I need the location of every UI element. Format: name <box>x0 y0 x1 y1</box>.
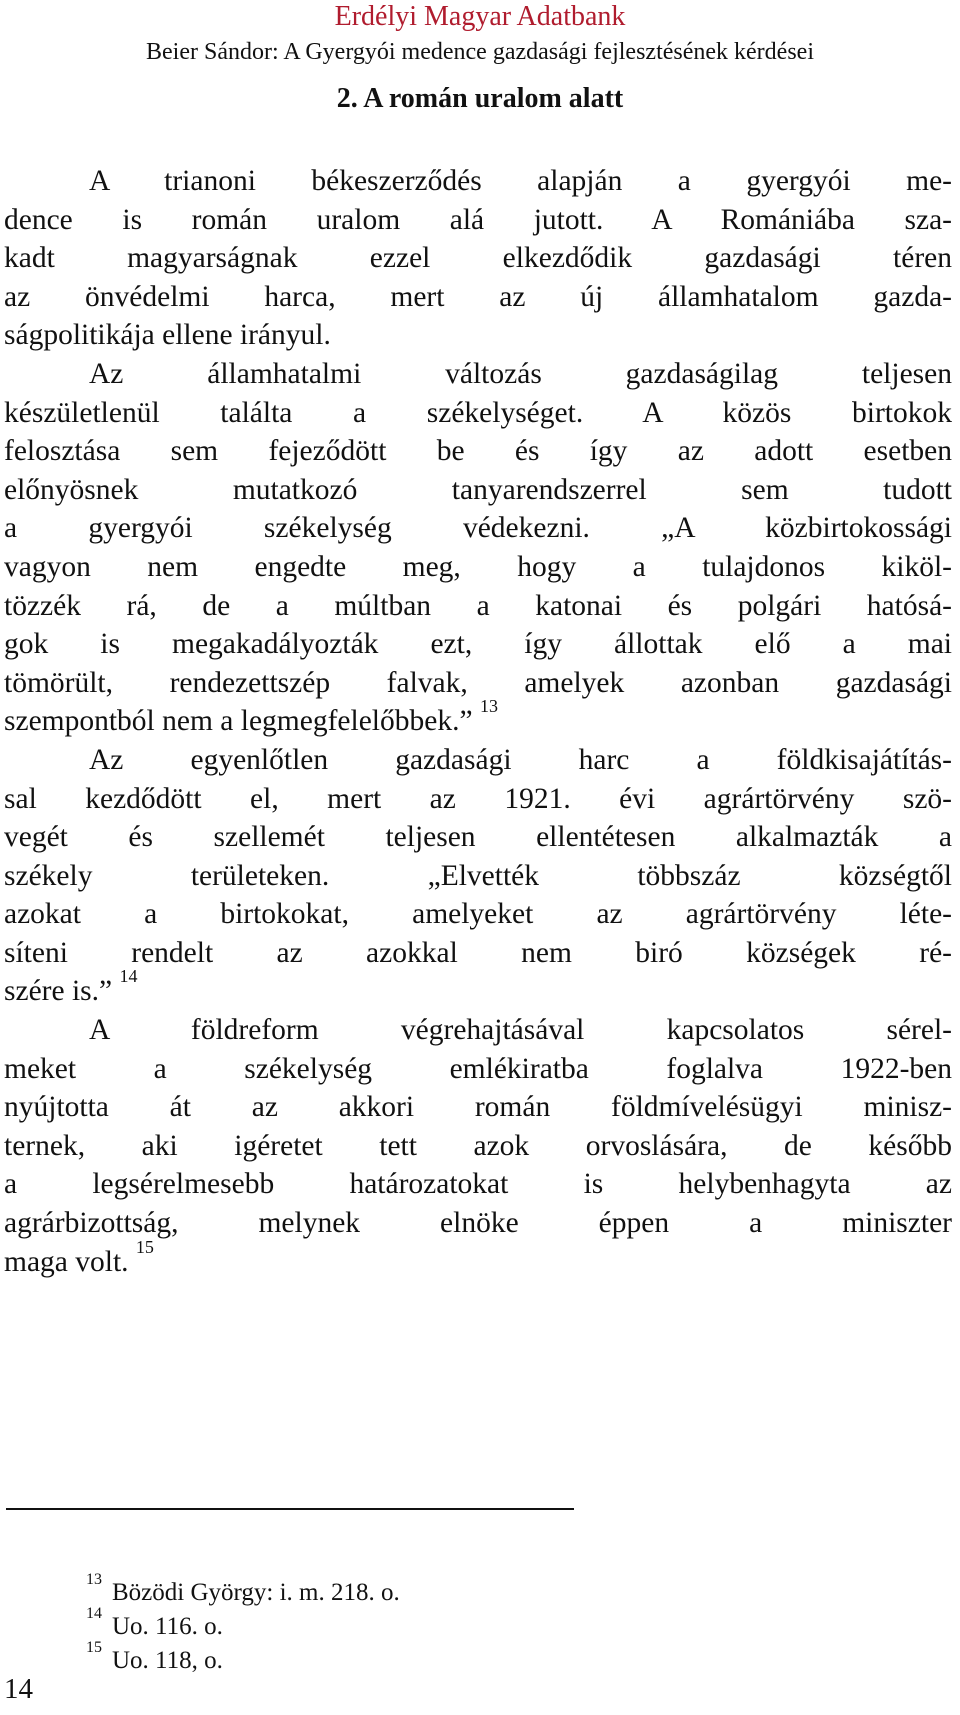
line-text: a gyergyói székelység védekezni. „A közbirtokossági <box>4 512 952 545</box>
text-line <box>4 780 952 819</box>
line-text: maga volt. <box>4 1245 129 1278</box>
text-line <box>4 201 952 240</box>
text-line <box>4 895 952 934</box>
paragraph <box>4 1011 952 1281</box>
text-line <box>4 394 952 433</box>
line-text: sal kezdődött el, mert az 1921. évi agrártörvény szö- <box>4 782 952 815</box>
document-subtitle: Beier Sándor: A Gyergyói medence gazdasági fejlesztésének kérdései <box>146 39 814 65</box>
paragraph <box>4 355 952 741</box>
line-text: dence is román uralom alá jutott. A Romániába sza- <box>4 203 952 236</box>
text-line <box>4 587 952 626</box>
text-line <box>4 355 952 394</box>
text-line <box>4 625 952 664</box>
footnote-reference: 14 <box>119 966 138 987</box>
text-line <box>4 696 952 741</box>
line-text: Az államhatalmi változás gazdaságilag teljesen <box>89 357 952 390</box>
paragraph <box>4 741 952 1011</box>
footnote-separator <box>6 1508 574 1510</box>
line-text: ságpolitikája ellene irányul. <box>4 319 331 352</box>
footnote-number: 15 <box>86 1639 102 1656</box>
line-text: vegét és szellemét teljesen ellentétesen alkalmazták a <box>4 821 952 854</box>
footnote-text: Uo. 116. o. <box>112 1613 223 1640</box>
text-line <box>4 509 952 548</box>
text-line <box>4 278 952 317</box>
footnote-13 <box>86 1571 400 1608</box>
section-title: 2. A román uralom alatt <box>336 83 624 114</box>
text-line <box>4 471 952 510</box>
text-line <box>4 239 952 278</box>
footnote-14 <box>86 1605 223 1642</box>
text-line <box>4 934 952 973</box>
text-line <box>4 818 952 857</box>
line-text: felosztása sem fejeződött be és így az adott esetben <box>4 435 952 468</box>
text-line <box>4 316 952 355</box>
text-line <box>4 1050 952 1089</box>
line-text: kadt magyarságnak ezzel elkezdődik gazdasági téren <box>4 242 952 275</box>
site-title: Erdélyi Magyar Adatbank <box>334 1 626 32</box>
footnote-15 <box>86 1639 223 1676</box>
text-line <box>4 857 952 896</box>
line-text: készületlenül találta a székelységet. A közös birtokok <box>4 396 952 429</box>
text-line <box>4 741 952 780</box>
line-text: gok is megakadályozták ezt, így állottak elő a mai <box>4 628 952 661</box>
paragraph <box>4 162 952 355</box>
footnote-number: 13 <box>86 1571 102 1588</box>
footnote-number: 14 <box>86 1605 102 1622</box>
text-line <box>4 1088 952 1127</box>
line-text: A trianoni békeszerződés alapján a gyergyói me- <box>89 165 952 197</box>
text-line <box>4 1011 952 1050</box>
footnote-text: Uo. 118, o. <box>112 1647 223 1674</box>
line-text: vagyon nem engedte meg, hogy a tulajdonos kiköl- <box>4 550 952 583</box>
line-text: Az egyenlőtlen gazdasági harc a földkisajátítás- <box>89 743 952 776</box>
text-line <box>4 664 952 703</box>
footnote-text: Bözödi György: i. m. 218. o. <box>112 1579 400 1606</box>
footnote-reference: 13 <box>479 696 498 717</box>
body-text <box>4 162 952 1281</box>
line-text: székely területeken. „Elvették többszáz községtől <box>4 859 952 892</box>
text-line <box>4 1165 952 1204</box>
text-line <box>4 548 952 587</box>
line-text: azokat a birtokokat, amelyeket az agrártörvény léte- <box>4 898 952 931</box>
line-text: A földreform végrehajtásával kapcsolatos sérel- <box>89 1014 952 1047</box>
footnote-reference: 15 <box>135 1236 154 1257</box>
line-text: síteni rendelt az azokkal nem biró községek ré- <box>4 936 952 969</box>
text-line <box>4 162 952 201</box>
line-text: nyújtotta át az akkori román földmívelésügyi minisz- <box>4 1091 952 1124</box>
line-text: meket a székelység emlékiratba foglalva 1922-ben <box>4 1052 952 1085</box>
line-text: agrárbizottság, melynek elnöke éppen a miniszter <box>4 1207 952 1240</box>
line-text: az önvédelmi harca, mert az új államhatalom gazda- <box>4 280 952 313</box>
line-text: tözzék rá, de a múltban a katonai és polgári hatósá- <box>4 589 952 622</box>
line-text: szempontból nem a legmegfelelőbbek.” <box>4 705 473 738</box>
line-text: szére is.” <box>4 975 113 1008</box>
line-text: ternek, aki igéretet tett azok orvoslására, de később <box>4 1129 952 1162</box>
text-line <box>4 432 952 471</box>
text-line <box>4 966 952 1011</box>
text-line <box>4 1127 952 1166</box>
page-number: 14 <box>4 1673 33 1705</box>
line-text: előnyösnek mutatkozó tanyarendszerrel sem tudott <box>4 473 952 506</box>
text-line <box>4 1236 952 1282</box>
line-text: a legsérelmesebb határozatokat is helybenhagyta az <box>4 1168 952 1201</box>
line-text: tömörült, rendezettszép falvak, amelyek azonban gazdasági <box>4 666 952 699</box>
